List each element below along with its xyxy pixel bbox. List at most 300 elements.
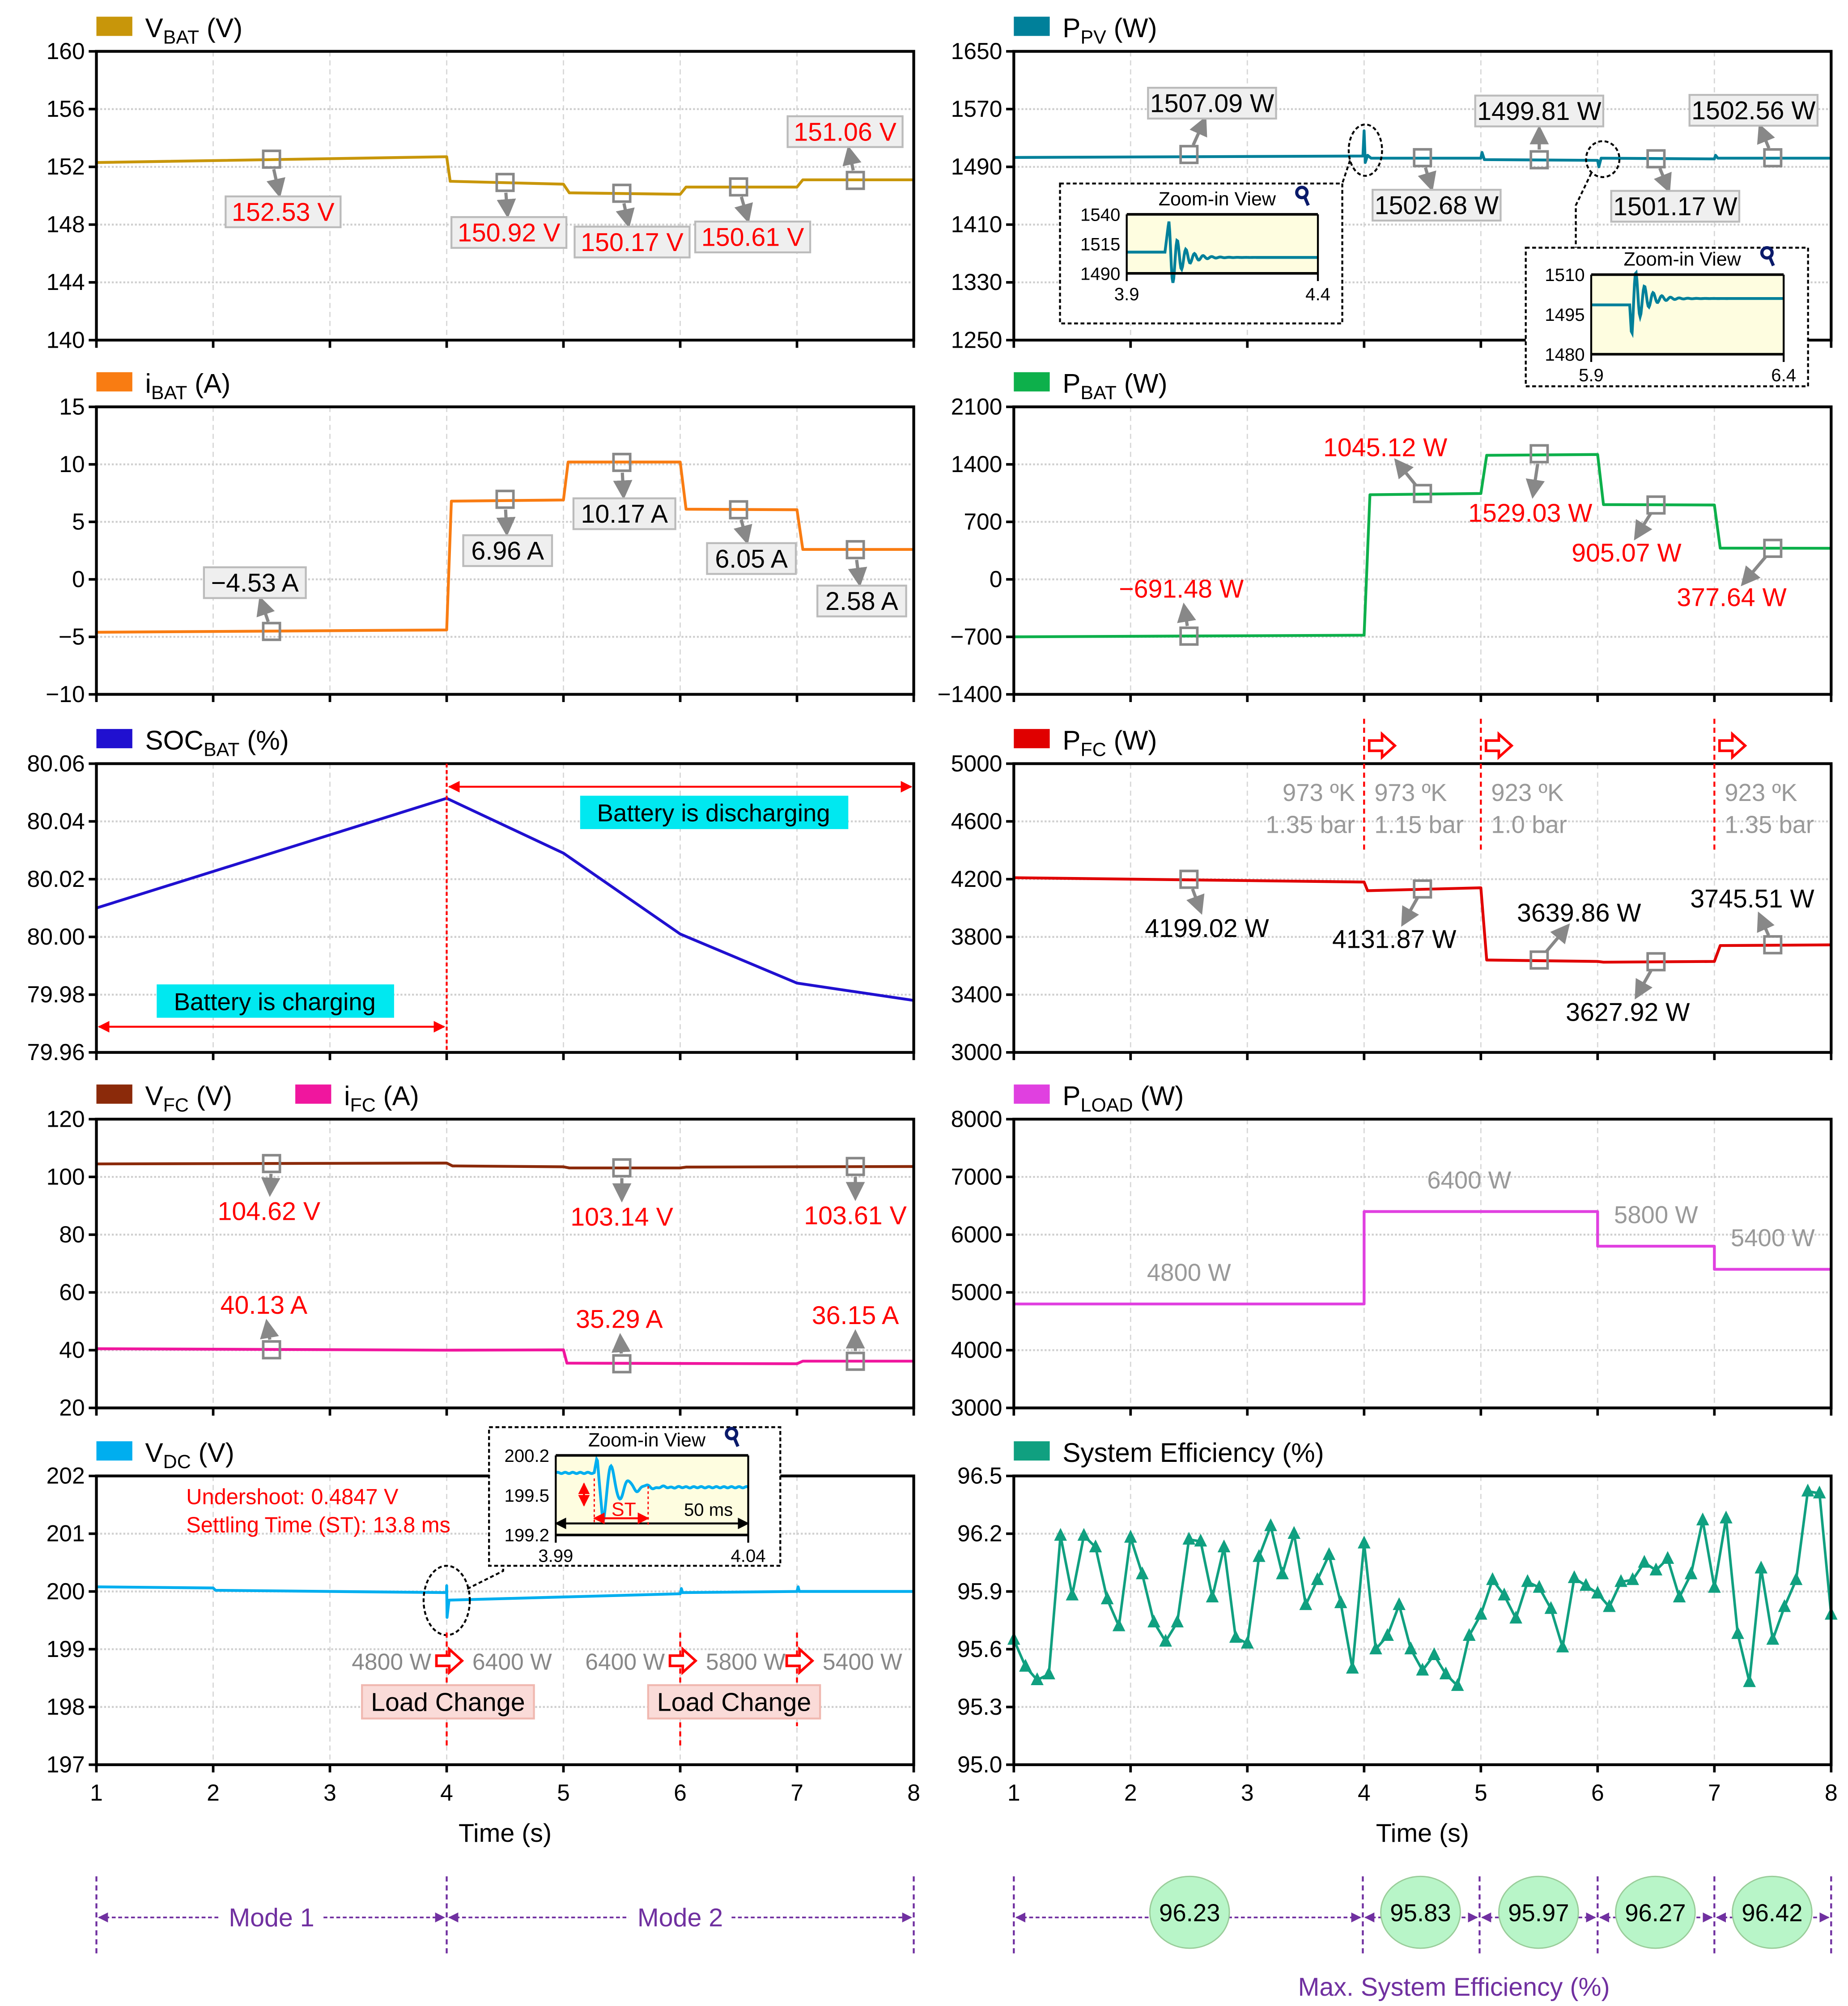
data-point	[1019, 1659, 1032, 1672]
data-label: 40.13 A	[220, 1291, 308, 1320]
y-tick-label: 5000	[951, 750, 1003, 776]
callout-arrow	[1193, 889, 1201, 911]
x-tick-label: 1	[90, 1780, 103, 1806]
y-tick-label: 80.04	[27, 808, 85, 834]
y-tick-label: 160	[46, 38, 85, 64]
load-level-label: 5800 W	[1614, 1201, 1698, 1229]
data-point	[1311, 1572, 1324, 1585]
y-tick-label: 201	[46, 1520, 85, 1546]
legend-unit: (V)	[191, 1437, 234, 1468]
legend-unit: (W)	[1116, 368, 1168, 399]
y-tick-label: 80.06	[27, 750, 85, 776]
y-tick-label: 8000	[951, 1106, 1003, 1132]
data-point	[1766, 1632, 1779, 1645]
plot-frame	[1014, 1119, 1831, 1408]
legend-unit: (A)	[187, 368, 231, 399]
x-tick-label: 2	[207, 1780, 220, 1806]
data-point	[1778, 1599, 1791, 1612]
max-efficiency-timeline	[1014, 1876, 1831, 2002]
y-tick-label: 1330	[951, 269, 1003, 295]
x-tick-label: 7	[790, 1780, 803, 1806]
y-tick-label: 0	[72, 566, 85, 592]
callout-arrow	[506, 510, 507, 533]
legend-label	[145, 1437, 234, 1473]
inset-title: Zoom-in View	[1623, 248, 1741, 270]
data-label: 905.07 W	[1572, 538, 1682, 567]
legend-unit: (%)	[239, 725, 289, 756]
data-point	[1229, 1630, 1242, 1643]
y-tick-label: 140	[46, 327, 85, 353]
series-line	[97, 157, 914, 194]
inset-x-tick-label: 3.99	[538, 1546, 574, 1566]
condition-pressure: 1.15 bar	[1374, 811, 1464, 839]
data-point	[1323, 1547, 1336, 1560]
data-label: 104.62 V	[217, 1197, 321, 1226]
x-tick-label: 8	[907, 1780, 920, 1806]
data-point	[1101, 1592, 1114, 1605]
data-point	[1509, 1611, 1522, 1624]
data-point	[1253, 1549, 1266, 1562]
data-label: 150.61 V	[701, 223, 804, 252]
series-line	[97, 1586, 914, 1618]
inset-y-tick-label: 1480	[1545, 344, 1585, 365]
efficiency-value: 96.23	[1159, 1899, 1220, 1927]
y-tick-label: 144	[46, 269, 85, 295]
y-tick-label: 6000	[951, 1221, 1003, 1248]
inset-x-tick-label: 4.04	[731, 1546, 766, 1566]
load-from-label: 4800 W	[352, 1648, 432, 1675]
legend-label	[344, 1081, 419, 1116]
data-point	[1287, 1526, 1300, 1539]
legend-label	[1062, 725, 1157, 760]
y-tick-label: 4600	[951, 808, 1003, 834]
x-tick-label: 8	[1824, 1780, 1838, 1806]
callout-arrow	[1636, 514, 1651, 537]
y-tick-label: 3800	[951, 923, 1003, 950]
chart-vbat	[47, 13, 914, 353]
legend-label	[145, 725, 289, 760]
data-point	[1685, 1567, 1698, 1580]
legend-swatch	[97, 729, 132, 748]
y-tick-label: 152	[46, 153, 85, 180]
data-label: 1501.17 W	[1613, 192, 1738, 221]
legend-label	[145, 368, 231, 404]
x-tick-label: 4	[1357, 1780, 1371, 1806]
legend-main: SOC	[145, 725, 204, 756]
inset-y-tick-label: 1540	[1080, 204, 1121, 225]
data-label: 150.92 V	[457, 218, 561, 247]
efficiency-value: 96.42	[1742, 1899, 1803, 1927]
inset-y-tick-label: 1495	[1545, 305, 1585, 325]
data-point	[1136, 1567, 1149, 1580]
callout-arrow	[849, 149, 853, 170]
legend-swatch	[295, 1085, 331, 1104]
data-point	[1346, 1661, 1359, 1674]
y-tick-label: 5000	[951, 1279, 1003, 1305]
inset-y-tick-label: 1490	[1080, 264, 1121, 284]
data-point	[1743, 1674, 1756, 1687]
data-point	[1147, 1614, 1160, 1627]
inset-plot-area	[1127, 214, 1318, 273]
legend-main: V	[145, 1437, 163, 1468]
data-point	[1358, 1536, 1371, 1549]
y-tick-label: 700	[964, 508, 1003, 535]
chart-fc	[47, 1081, 914, 1421]
load-change-label: Load Change	[371, 1688, 525, 1717]
y-tick-label: 148	[46, 211, 85, 238]
callout-arrow	[624, 203, 629, 224]
load-from-label: 6400 W	[585, 1648, 665, 1675]
legend-main: P	[1062, 1080, 1081, 1111]
y-tick-label: 2100	[951, 393, 1003, 420]
hollow-arrow-icon	[670, 1649, 696, 1673]
y-tick-label: 79.96	[27, 1039, 85, 1065]
inset-x-tick-label: 5.9	[1579, 365, 1604, 385]
chart-pload	[951, 1081, 1831, 1421]
y-tick-label: 7000	[951, 1163, 1003, 1190]
y-tick-label: 198	[46, 1693, 85, 1720]
legend-main: V	[145, 1080, 163, 1111]
legend-main: P	[1062, 368, 1081, 399]
settling-time-label: Settling Time (ST): 13.8 ms	[186, 1513, 450, 1538]
y-tick-label: 96.2	[957, 1520, 1003, 1546]
legend-unit: (A)	[375, 1080, 419, 1111]
legend-subscript: PV	[1080, 26, 1106, 48]
callout-arrow	[1184, 606, 1187, 626]
data-label: 1502.56 W	[1691, 96, 1816, 125]
legend-main: P	[1062, 725, 1081, 756]
data-point	[1755, 1561, 1767, 1574]
load-level-label: 5400 W	[1730, 1224, 1815, 1252]
condition-temperature: 923 ºK	[1725, 779, 1797, 806]
legend-unit: (W)	[1106, 725, 1157, 756]
callout-arrow	[1759, 915, 1768, 936]
x-tick-label: 7	[1708, 1780, 1721, 1806]
chart-pbat	[938, 368, 1831, 707]
legend-swatch	[1014, 729, 1049, 748]
y-tick-label: −700	[950, 623, 1003, 650]
callout-arrow	[1397, 461, 1416, 486]
legend-swatch	[97, 1085, 132, 1104]
zoom-inset	[1060, 183, 1342, 324]
data-label: 6.05 A	[715, 545, 788, 574]
y-tick-label: 1400	[951, 451, 1003, 477]
legend-subscript: LOAD	[1080, 1094, 1133, 1116]
data-point	[1790, 1572, 1803, 1585]
data-label: 1499.81 W	[1477, 97, 1602, 126]
data-label: 36.15 A	[811, 1301, 899, 1330]
y-tick-label: 199	[46, 1635, 85, 1662]
data-point	[1556, 1640, 1569, 1653]
callout-arrow	[1533, 464, 1538, 495]
condition-pressure: 1.35 bar	[1266, 811, 1355, 839]
callout-arrow	[620, 1337, 621, 1353]
x-tick-label: 2	[1124, 1780, 1137, 1806]
data-label: 1529.03 W	[1468, 499, 1593, 528]
y-tick-label: 197	[46, 1751, 85, 1777]
inset-y-tick-label: 1510	[1545, 265, 1585, 285]
load-change-label: Load Change	[657, 1688, 811, 1717]
data-point	[1393, 1597, 1406, 1610]
mode-label: Mode 1	[229, 1904, 314, 1933]
load-to-label: 6400 W	[472, 1648, 552, 1675]
legend-label	[1062, 1081, 1184, 1116]
legend-main: System Efficiency (%)	[1062, 1437, 1324, 1468]
callout-arrow	[267, 1323, 270, 1340]
callout-arrow	[1193, 119, 1205, 145]
y-tick-label: 95.0	[957, 1751, 1003, 1777]
data-point	[1171, 1614, 1184, 1627]
data-point	[1661, 1551, 1674, 1564]
data-label: 377.64 W	[1677, 583, 1787, 612]
x-tick-label: 3	[323, 1780, 336, 1806]
inset-y-tick-label: 1515	[1080, 234, 1121, 255]
inset-title: Zoom-in View	[588, 1429, 706, 1451]
data-point	[1720, 1511, 1733, 1524]
y-tick-label: 1250	[951, 327, 1003, 353]
y-tick-label: 1570	[951, 96, 1003, 122]
y-tick-label: 95.3	[957, 1693, 1003, 1720]
x-axis-title: Time (s)	[1376, 1819, 1469, 1848]
legend-swatch	[1014, 17, 1049, 36]
series-line	[1014, 1212, 1831, 1304]
data-label: 150.17 V	[581, 228, 684, 257]
data-point	[1731, 1626, 1744, 1639]
mode-label: Mode 2	[637, 1904, 723, 1933]
x-tick-label: 5	[1474, 1780, 1487, 1806]
callout-arrow	[1425, 167, 1432, 188]
x-tick-label: 1	[1007, 1780, 1020, 1806]
load-to-label: 5800 W	[705, 1648, 786, 1675]
legend-label	[1062, 13, 1157, 48]
data-label: 151.06 V	[794, 118, 896, 147]
data-point	[1042, 1666, 1055, 1679]
legend-unit: (W)	[1106, 13, 1157, 43]
data-label: 35.29 A	[576, 1305, 663, 1334]
legend-subscript: FC	[1080, 739, 1106, 761]
data-label: −4.53 A	[211, 569, 299, 598]
legend-main: V	[145, 13, 163, 43]
data-label: 103.61 V	[804, 1201, 907, 1230]
y-tick-label: 5	[72, 508, 85, 535]
data-point	[1801, 1484, 1814, 1497]
efficiency-value: 95.83	[1390, 1899, 1451, 1927]
legend-unit: (V)	[189, 1080, 233, 1111]
x-tick-label: 5	[557, 1780, 570, 1806]
y-tick-label: 15	[59, 393, 85, 420]
inset-title: Zoom-in View	[1158, 188, 1276, 210]
data-point	[1218, 1539, 1231, 1552]
y-tick-label: 1410	[951, 211, 1003, 238]
legend-swatch	[1014, 1441, 1049, 1461]
efficiency-value: 96.27	[1625, 1899, 1686, 1927]
legend-subscript: BAT	[151, 382, 187, 404]
y-tick-label: 80.02	[27, 865, 85, 892]
legend-swatch	[1014, 1085, 1049, 1104]
max-efficiency-title: Max. System Efficiency (%)	[1298, 1973, 1610, 2002]
callout-arrow	[1760, 127, 1769, 149]
data-point	[1474, 1607, 1487, 1620]
legend-swatch	[1014, 372, 1049, 392]
y-tick-label: 10	[59, 451, 85, 477]
legend-unit: (V)	[199, 13, 243, 43]
load-level-label: 6400 W	[1427, 1166, 1512, 1194]
callout-arrow	[506, 193, 508, 215]
x-tick-label: 4	[440, 1780, 453, 1806]
y-tick-label: 0	[989, 566, 1003, 592]
hollow-arrow-icon	[1369, 734, 1395, 758]
st-label: ST	[611, 1499, 636, 1520]
legend-subscript: BAT	[1080, 382, 1117, 404]
y-tick-label: 79.98	[27, 981, 85, 1008]
zoom-connector	[467, 1566, 503, 1589]
data-point	[1696, 1512, 1709, 1525]
y-tick-label: 80.00	[27, 923, 85, 950]
data-point	[1580, 1578, 1593, 1591]
condition-pressure: 1.0 bar	[1491, 811, 1567, 839]
x-tick-label: 3	[1240, 1780, 1254, 1806]
undershoot-label: Undershoot: 0.4847 V	[186, 1485, 399, 1509]
callout-arrow	[1403, 898, 1417, 924]
plot-frame	[1014, 1476, 1831, 1764]
callout-arrow	[741, 520, 747, 541]
data-marker	[1181, 146, 1197, 163]
data-label: 1045.12 W	[1323, 433, 1448, 462]
data-label: −691.48 W	[1119, 575, 1244, 604]
y-tick-label: −5	[58, 623, 85, 650]
data-point	[1568, 1570, 1581, 1583]
data-point	[1708, 1580, 1721, 1593]
chart-eff	[957, 1437, 1838, 1848]
inset-y-tick-label: 199.5	[504, 1485, 549, 1506]
legend-swatch	[97, 372, 132, 392]
legend-label	[1062, 368, 1167, 404]
x-tick-label: 6	[674, 1780, 687, 1806]
legend-swatch	[97, 17, 132, 36]
callout-arrow	[1636, 971, 1651, 996]
y-tick-label: −10	[46, 681, 85, 707]
legend-main: i	[344, 1080, 350, 1111]
inset-plot-area	[1591, 275, 1784, 354]
data-point	[1113, 1618, 1126, 1631]
chart-ibat	[46, 368, 913, 707]
legend-main: P	[1062, 13, 1081, 43]
y-tick-label: 200	[46, 1578, 85, 1604]
condition-temperature: 923 ºK	[1491, 779, 1564, 806]
load-level-label: 4800 W	[1147, 1259, 1231, 1286]
legend-subscript: DC	[163, 1451, 191, 1473]
legend-subscript: BAT	[163, 26, 200, 48]
y-tick-label: 20	[59, 1394, 85, 1421]
y-tick-label: 120	[46, 1106, 85, 1132]
legend-subscript: FC	[350, 1094, 376, 1116]
data-label: 2.58 A	[825, 587, 898, 616]
legend-subscript: FC	[163, 1094, 189, 1116]
condition-pressure: 1.35 bar	[1725, 811, 1814, 839]
data-point	[1381, 1628, 1394, 1641]
discharging-label: Battery is discharging	[597, 799, 830, 827]
data-label: 152.53 V	[232, 198, 335, 227]
hollow-arrow-icon	[1720, 734, 1745, 758]
data-label: 10.17 A	[581, 500, 668, 529]
data-point	[1276, 1567, 1289, 1580]
charging-label: Battery is charging	[174, 988, 376, 1016]
chart-pfc	[951, 719, 1831, 1065]
y-tick-label: 60	[59, 1279, 85, 1305]
mode-timeline	[97, 1876, 914, 1953]
legend-main: i	[145, 368, 151, 399]
y-tick-label: 1650	[951, 38, 1003, 64]
data-point	[1334, 1595, 1347, 1608]
legend-unit: (W)	[1133, 1080, 1184, 1111]
y-tick-label: 96.5	[957, 1462, 1003, 1489]
data-point	[1299, 1597, 1312, 1610]
y-tick-label: 3400	[951, 981, 1003, 1008]
hollow-arrow-icon	[787, 1649, 812, 1673]
y-tick-label: 95.9	[957, 1578, 1003, 1604]
data-point	[1486, 1572, 1499, 1585]
y-tick-label: 156	[46, 96, 85, 122]
hollow-arrow-icon	[437, 1649, 462, 1673]
callout-arrow	[741, 197, 748, 220]
span-label: 50 ms	[684, 1499, 733, 1520]
callout-arrow	[270, 1174, 271, 1193]
y-tick-label: 100	[46, 1163, 85, 1190]
callout-arrow	[261, 600, 268, 622]
zoom-connector	[1342, 161, 1350, 184]
data-label: 4199.02 W	[1145, 914, 1269, 943]
zoom-connector	[1576, 173, 1591, 247]
condition-temperature: 973 ºK	[1374, 779, 1447, 806]
inset-x-tick-label: 3.9	[1114, 284, 1139, 305]
y-tick-label: 95.6	[957, 1635, 1003, 1662]
legend-subscript: BAT	[204, 739, 240, 761]
data-point	[1404, 1641, 1417, 1654]
chart-soc	[27, 725, 914, 1065]
y-tick-label: 3000	[951, 1039, 1003, 1065]
efficiency-value: 95.97	[1508, 1899, 1569, 1927]
zoom-inset	[1526, 248, 1808, 387]
condition-temperature: 973 ºK	[1282, 779, 1355, 806]
data-label: 1502.68 W	[1374, 191, 1499, 220]
inset-y-tick-label: 199.2	[504, 1525, 549, 1546]
inset-y-tick-label: 200.2	[504, 1445, 549, 1466]
callout-arrow	[274, 169, 279, 194]
hollow-arrow-icon	[1486, 734, 1512, 758]
zoom-inset	[489, 1427, 780, 1566]
data-label: 1507.09 W	[1150, 89, 1274, 118]
data-label: 6.96 A	[471, 537, 544, 566]
callout-arrow	[857, 560, 860, 583]
load-to-label: 5400 W	[822, 1648, 902, 1675]
data-point	[1066, 1588, 1079, 1601]
y-tick-label: 3000	[951, 1394, 1003, 1421]
y-tick-label: 4000	[951, 1337, 1003, 1363]
data-point	[1124, 1530, 1137, 1543]
inset-x-tick-label: 6.4	[1771, 365, 1797, 385]
legend-swatch	[97, 1441, 132, 1461]
y-tick-label: 80	[59, 1221, 85, 1248]
legend-label	[145, 13, 243, 48]
data-point	[1264, 1518, 1277, 1531]
y-tick-label: 202	[46, 1462, 85, 1489]
callout-arrow	[1546, 926, 1568, 952]
x-axis-title: Time (s)	[458, 1819, 552, 1848]
callout-arrow	[1660, 168, 1668, 190]
data-point	[1521, 1574, 1534, 1587]
y-tick-label: 4200	[951, 865, 1003, 892]
y-tick-label: 1490	[951, 153, 1003, 180]
